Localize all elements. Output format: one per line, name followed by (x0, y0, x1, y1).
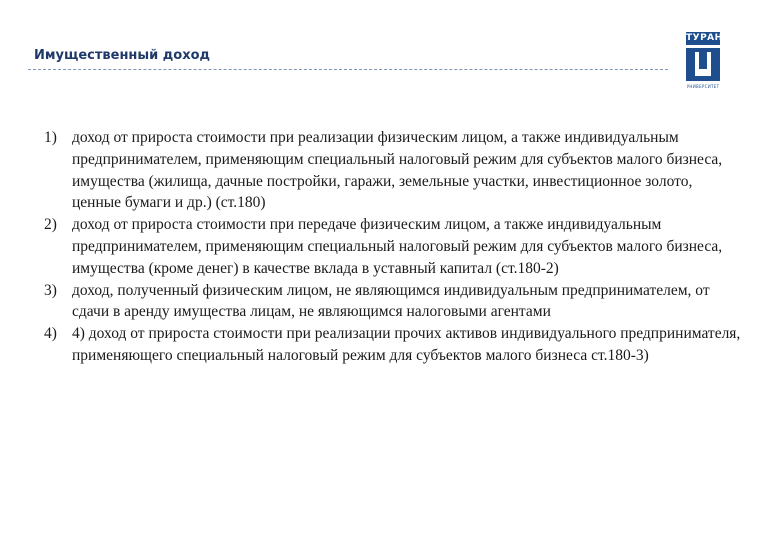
logo-wordmark: ТУРАН (686, 33, 723, 43)
list-item-number: 1) (44, 129, 57, 146)
list-item-text: доход, полученный физическим лицом, не являющимся индивидуальным предпринимателем, от сдачи в аренду имущества лицам, не являющимся налоговыми агентами (72, 281, 710, 321)
header-divider (28, 69, 668, 70)
list-item (44, 280, 744, 324)
income-list (44, 127, 744, 367)
slide-header (0, 0, 780, 110)
list-item (44, 323, 744, 367)
list-item-number: 2) (44, 216, 57, 234)
list-item-number: 3) (44, 281, 57, 299)
list-item (44, 214, 744, 279)
list-item-text: доход от прироста стоимости при передаче физическим лицом, а также индивидуальным предпринимателем, применяющим специальный налоговый режим для субъектов малого бизнеса, имущества (кроме денег) в качестве вклада в уставный капитал (ст.180-2) (72, 216, 723, 277)
list-item-text: 4) доход от прироста стоимости при реализации прочих активов индивидуального предпринимателя, применяющего специальный налоговый режим для субъектов малого бизнеса ст.180-3) (72, 325, 741, 364)
turan-logo (686, 32, 723, 92)
page-title: Имущественный доход (34, 48, 211, 63)
list-item-text: доход от прироста стоимости при реализации физическим лицом, а также индивидуальным предпринимателем, применяющим специальный налоговый режим для субъектов малого бизнеса, имущества (жилища, дачные постройки, гаражи, земельные участки, инвестиционное золото, ценные бумаги и др.) (ст.180) (72, 129, 723, 212)
logo-u-icon (695, 52, 711, 76)
list-item (44, 127, 744, 214)
list-item-number: 4) (44, 325, 57, 343)
logo-emblem (686, 48, 720, 81)
logo-subtitle: УНИВЕРСИТЕТ (686, 84, 720, 89)
